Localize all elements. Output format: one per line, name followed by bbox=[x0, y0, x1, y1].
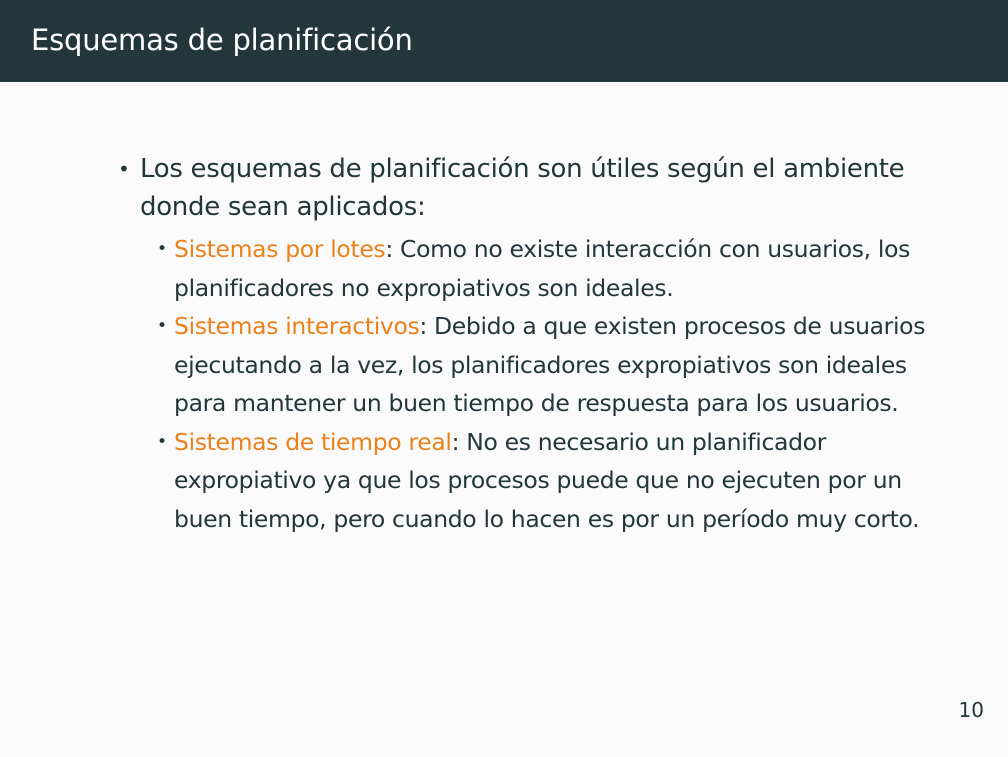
main-bullet-point bbox=[114, 150, 934, 226]
bullet-icon: • bbox=[157, 431, 167, 452]
slide-content bbox=[114, 150, 934, 538]
sub-point-term: Sistemas por lotes bbox=[174, 235, 386, 263]
title-bar bbox=[0, 0, 1008, 82]
sub-point-description: : Debido a que existen procesos de usuarios ejecutando a la vez, los planificadores expropiativos son ideales para mantener un buen tiempo de respuesta para los usuarios. bbox=[174, 312, 926, 417]
main-point-text: Los esquemas de planificación son útiles según el ambiente donde sean aplicados: bbox=[140, 154, 905, 222]
page-number: 10 bbox=[958, 698, 984, 722]
bullet-icon: • bbox=[157, 316, 167, 336]
sub-point-interactive-systems bbox=[150, 307, 934, 423]
sub-point-real-time-systems bbox=[150, 423, 934, 539]
sub-point-description: : No es necesario un planificador expropiativo ya que los procesos puede que no ejecuten por un buen tiempo, pero cuando lo hacen es por un período muy corto. bbox=[174, 427, 920, 533]
bullet-icon: • bbox=[157, 239, 167, 259]
slide-title: Esquemas de planificación bbox=[31, 23, 413, 57]
bullet-icon: • bbox=[118, 157, 130, 181]
sub-point-term: Sistemas interactivos bbox=[174, 312, 420, 340]
sub-point-term: Sistemas de tiempo real bbox=[174, 427, 452, 456]
sub-bullet-list bbox=[150, 230, 934, 538]
sub-point-batch-systems bbox=[150, 230, 934, 307]
sub-point-description: : Como no existe interacción con usuarios, los planificadores no expropiativos son ideales. bbox=[174, 235, 911, 302]
